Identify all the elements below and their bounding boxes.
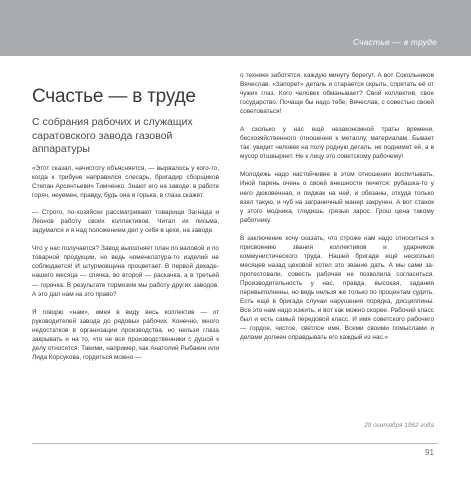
footer-rule bbox=[32, 443, 438, 444]
paragraph: Я говорю «нам», имея в виду весь коллектив — от руководителей завода до рядовых рабочих. Конечно, много недостатков в организации производства, но нельзя глаза закрывать и на то, что не все производственники с душой к делу относятся. Такими, например, как Анатолий Рыбакин или Лида Корсукова, гордиться можно — bbox=[32, 308, 219, 361]
article-date: 29 сентября 1962 года bbox=[364, 422, 434, 429]
header-band bbox=[0, 0, 471, 56]
running-head: Счастье — в труде bbox=[352, 37, 437, 47]
paragraph: — Строго, по-хозяйски рассматривают товарищи Загнада и Леонов работу своих коллективов. Читал их письма, задумался и я над положением дел у себя в цехе, на заводе. bbox=[32, 209, 219, 235]
article-title: Счастье — в труде bbox=[32, 86, 196, 107]
paragraph: Что у нас получается? Завод выполняет план по валовой и по товарной продукции, но ведь номенклатура-то изделий не соблюдается! И штурмовщина процветает. В первой декаде нашего месяца — спячка, во второй — раскачка, а в третьей — горячка. В результате тормозим мы работу других заводов. А это дал нам на это право? bbox=[32, 245, 219, 298]
page-number: 91 bbox=[425, 448, 434, 457]
paragraph: «Этот сказал, начистоту объясняется, — вырвалось у кого-то, когда к трибуне направился слесарь, бригадир сборщиков Степан Арсентьевич Тимченко. Знают его на заводе: в работе горяч, неуемен, правду, будь она и горька, в глаза скажет. bbox=[32, 165, 219, 200]
left-column bbox=[32, 164, 219, 371]
paragraph: А сколько у нас ещё незакономной траты времени, бесхозяйственного отношения к металлу, материалам. Бывает так: увидит человек на полу родную деталь, не поднимет её, а в мусор отшвырнет. Не к лицу это советскому рабочему! bbox=[240, 126, 434, 161]
paragraph: Молодежь надо настойчивее в этом отношении воспитывать. Иной парень очень о своей внешности печется: рубашка-то у него дюковенная, и пиджак на ней, и обязаны, откуда только взял такую, и чуб на заграничный манер закручен. А вот станок у этого модника, глядишь, грязью зарос. Грош цена такому работнику. bbox=[240, 171, 434, 224]
right-column bbox=[240, 71, 434, 351]
article-subtitle: С собрания рабочих и служащих саратовского завода газовой аппаратуры bbox=[32, 116, 193, 155]
paragraph: В заключение хочу сказать, что строже нам надо относиться к присвоению звания коллективов и ударников коммунистического труда. Нашей бригаде ещё несколько месяцев назад цеховой хотел это звание дать. А мы сами запротестовали, совесть рабочая не позволила согласиться. Производительность у нас, правда, высокая, задания перевыполнены, но ведь нельзя же только по процентам судить. Есть ещё в бригаде случаи нарушения порядка, дисциплины. Все это нам надо изжить, и вот как можно скорее. Рабочий класс был и есть самый передовой класс. И имя советского рабочего — гордое, чистое, светлое имя. Всеми своими помыслами и делами должен оправдывать его каждый из нас.» bbox=[240, 234, 434, 342]
paragraph: о технике заботятся, каждую минуту берегут. А вот Сокольников Вячеслав. «Запорет» деталь и старается скрыть, спрятать её от чужих глаз. Кого человек обманывает? Свой коллектив, свое государство. Почаще бы надо тебе, Вячеслав, с совестью своей советоваться! bbox=[240, 72, 434, 116]
